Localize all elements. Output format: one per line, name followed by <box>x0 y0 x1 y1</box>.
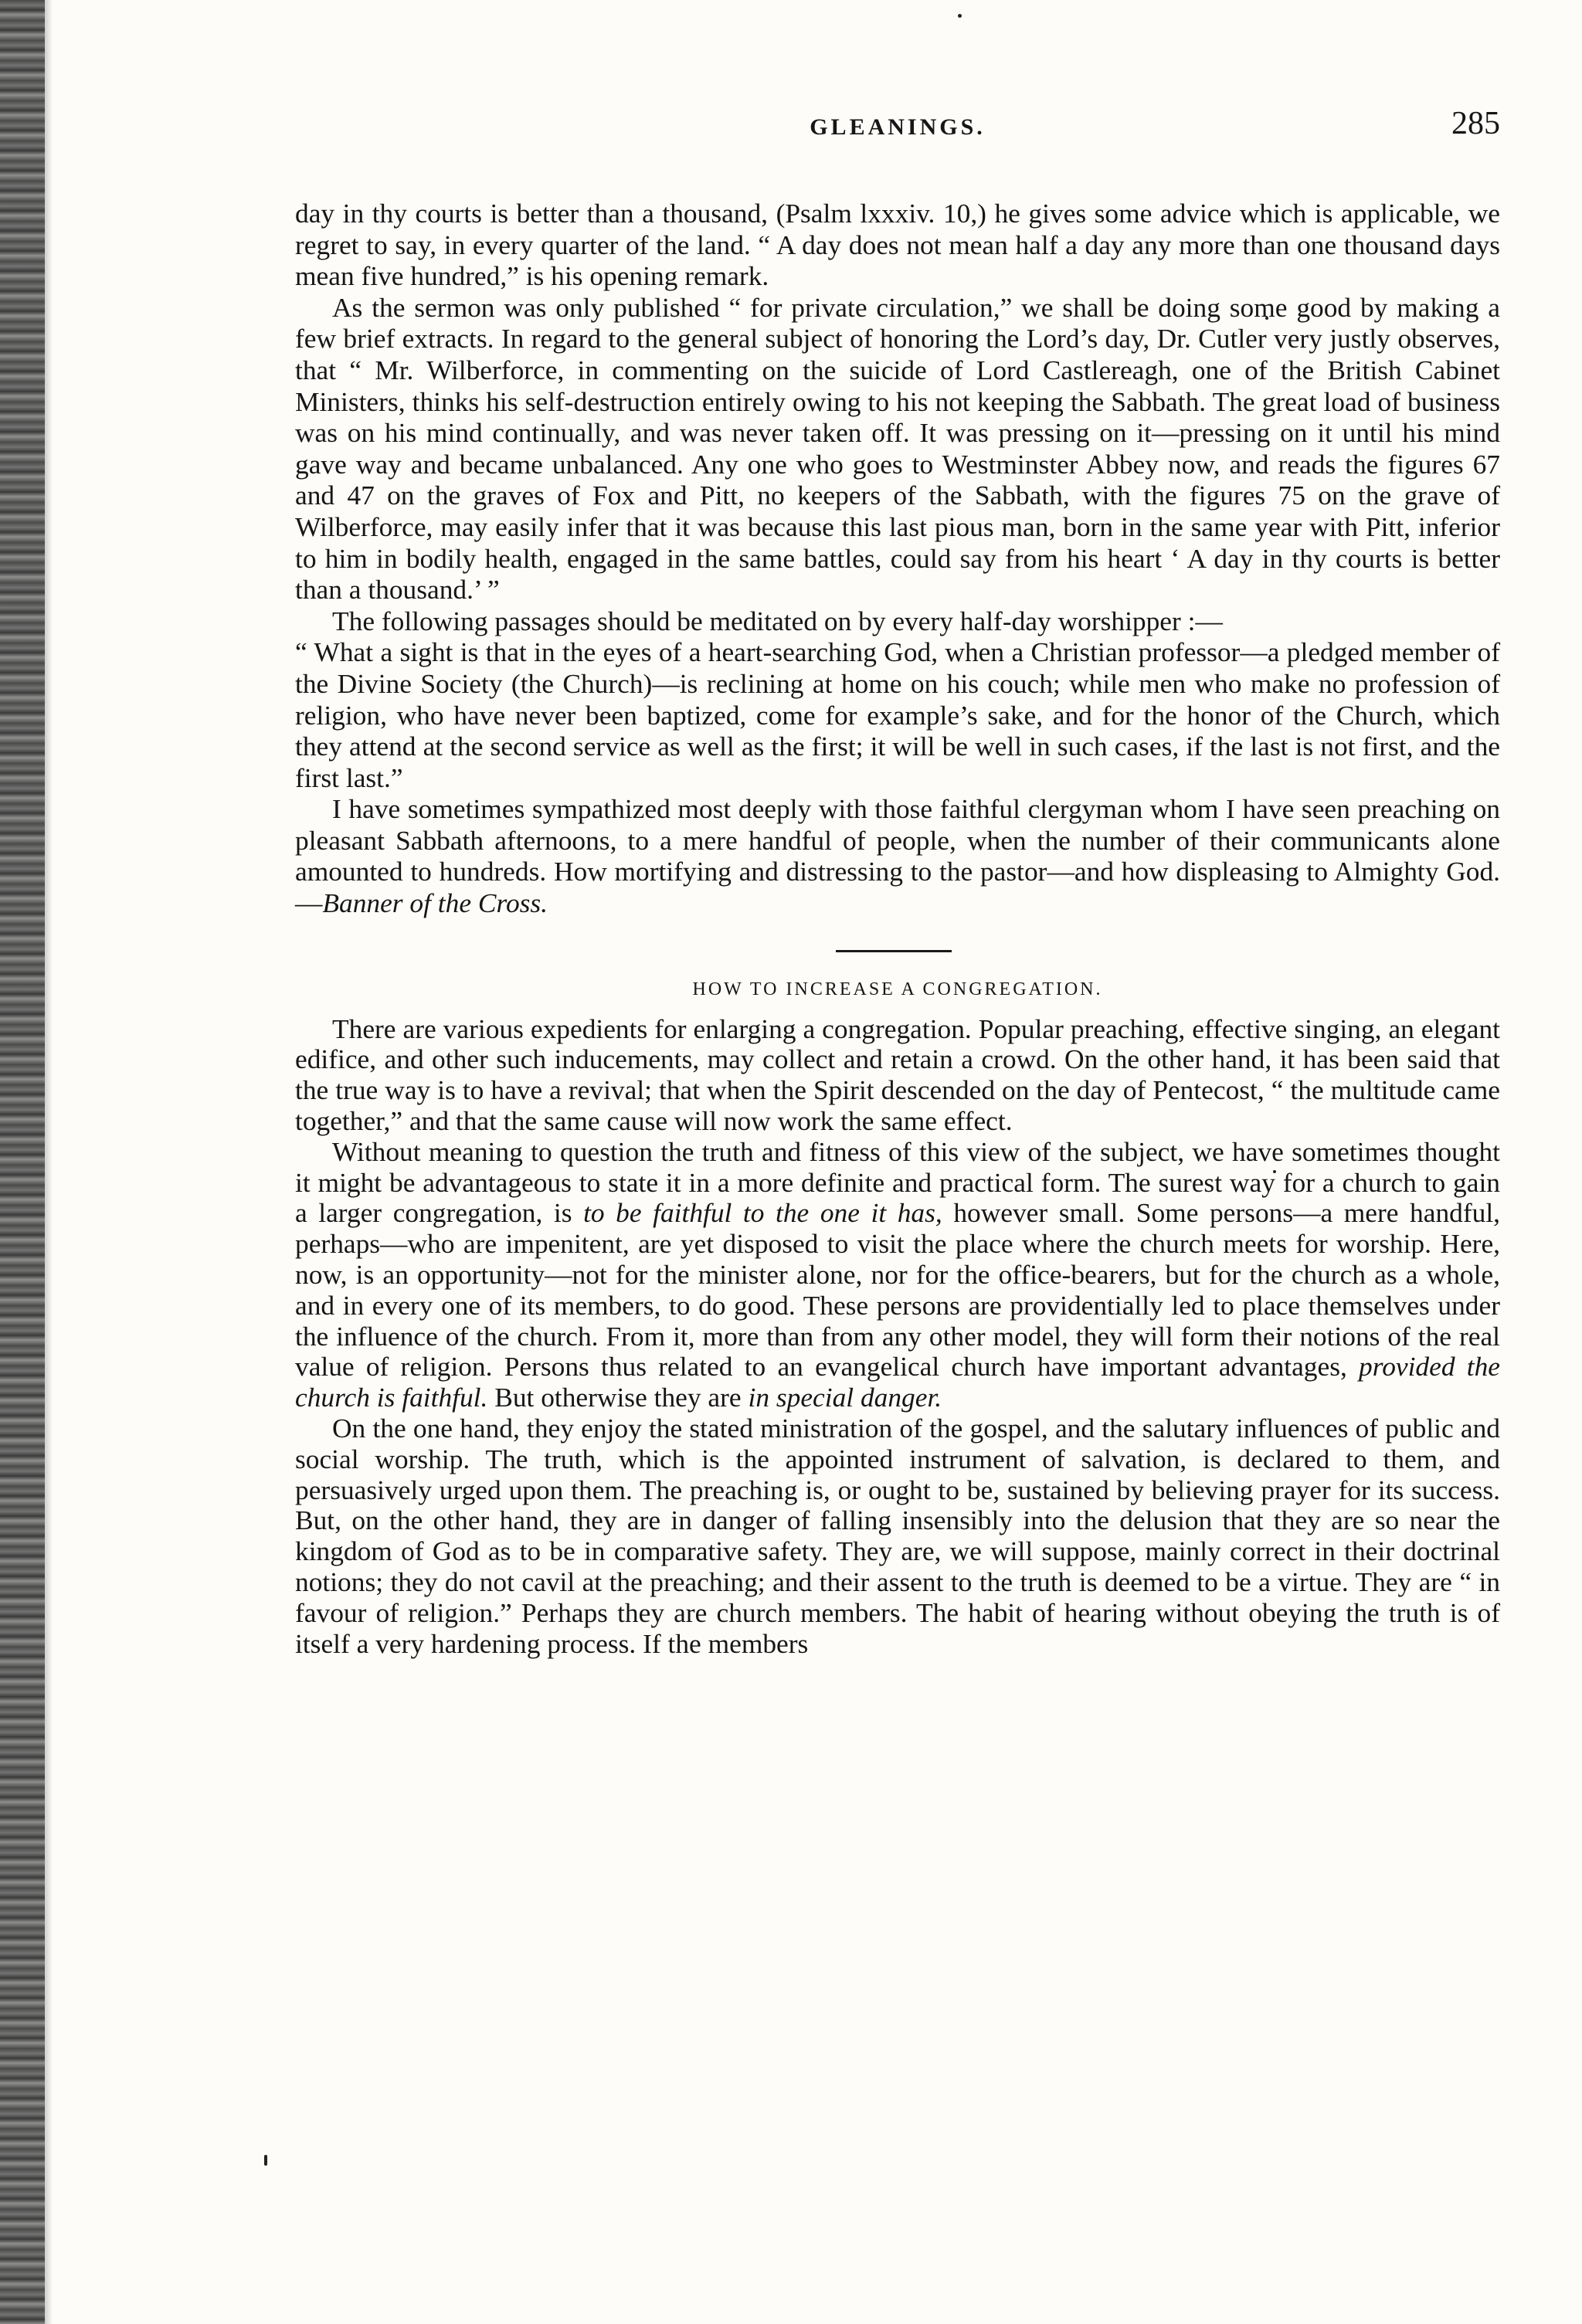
running-head <box>295 103 1500 161</box>
ink-speck <box>264 2155 267 2166</box>
paragraph: There are various expedients for enlarging a congregation. Popular preaching, effective singing, an elegant edifice, and other such inducements, may collect and retain a crowd. On the other hand, it has been said that the true way is to have a revival; that when the Spirit descended on the day of Pentecost, “ the multitude came together,” and that the same cause will now work the same effect. <box>295 1013 1500 1137</box>
paragraph: The following passages should be meditated on by every half-day worshipper :— <box>332 605 1223 636</box>
paragraph <box>295 1137 1500 1413</box>
page <box>295 103 1500 1659</box>
emphasis-text: provided the church is faithful. <box>295 1351 1500 1413</box>
emphasis-text: to be faithful to the one it has, <box>583 1197 942 1229</box>
paragraph-text: But otherwise they are <box>494 1382 742 1413</box>
paragraph-text: I have sometimes sympathized most deeply with those faithful clergyman whom I have seen preaching on pleasant Sabbath afternoons, to a mere handful of people, when the number of their communicants alone amounted to hundreds. How mortifying and distressing to the pastor—and how displeasing to Almighty God.— <box>295 793 1500 919</box>
paragraph: On the one hand, they enjoy the stated ministration of the gospel, and the salutary influences of public and social worship. The truth, which is the appointed instrument of salvation, is declared to them, and persuasively urged upon them. The preaching is, or ought to be, sustained by believing prayer for its success. But, on the other hand, they are in danger of falling insensibly into the delusion that they are so near the kingdom of God as to be in comparative safety. They are, we will suppose, mainly correct in their doctrinal notions; they do not cavil at the preaching; and their assent to the truth is deemed to be a virtue. They are “ in favour of religion.” Perhaps they are church members. The habit of hearing without obeying the truth is of itself a very hardening process. If the members <box>295 1413 1500 1659</box>
divider-rule <box>836 950 952 952</box>
paragraph-text: however small. Some persons—a mere handful, perhaps—who are impenitent, are yet disposed to visit the place where the church meets for worship. Here, now, is an opportunity—not for the minister alone, nor for the office-bearers, but for the church as a whole, and in every one of its members, to do good. These persons are providentially led to place themselves under the influence of the church. From it, more than from any other model, they will form their notions of the real value of religion. Persons thus related to an evangelical church have important advantages, <box>295 1197 1501 1383</box>
section-title: HOW TO INCREASE A CONGREGATION. <box>692 979 1103 999</box>
section-divider <box>295 919 1500 973</box>
ink-speck <box>958 14 962 18</box>
paragraph: day in thy courts is better than a thousand, (Psalm lxxxiv. 10,) he gives some advice which is applicable, we regret to say, in every quarter of the land. “ A day does not mean half a day any more than one thousand days mean five hundred,” is his opening remark. <box>295 198 1500 292</box>
paragraph-text: Without meaning to question the truth and fitness of this view of the subject, we have sometimes thought it might be advantageous to state it in a more definite and practical form. The surest way for a church to gain a larger congregation, is <box>295 1135 1500 1229</box>
quoted-passage: “ What a sight is that in the eyes of a heart-searching God, when a Christian professor—a pledged member of the Divine Society (the Church)—is reclining at home on his couch; while men who make no profession of religion, who have never been baptized, come for example’s sake, and for the honor of the Church, which they attend at the second service as well as the first; it will be well in such cases, if the last is not first, and the first last.” <box>295 636 1500 793</box>
source-citation: Banner of the Cross. <box>322 887 548 919</box>
emphasis-text: in special danger. <box>748 1382 942 1413</box>
binding-edge <box>0 0 45 2324</box>
page-number: 285 <box>1451 106 1500 141</box>
paragraph <box>295 793 1500 918</box>
paragraph: As the sermon was only published “ for private circulation,” we shall be doing some good by making a few brief extracts. In regard to the general subject of honoring the Lord’s day, Dr. Cutler very justly observes, that “ Mr. Wilberforce, in commenting on the suicide of Lord Castlereagh, one of the British Cabinet Ministers, thinks his self-destruction entirely owing to his not keeping the Sabbath. The great load of business was on his mind continually, and was never taken off. It was pressing on it—pressing on it until his mind gave way and became unbalanced. Any one who goes to Westminster Abbey now, and reads the figures 67 and 47 on the graves of Fox and Pitt, no keepers of the Sabbath, with the figures 75 on the grave of Wilberforce, may easily infer that it was because this last pious man, born in the same year with Pitt, inferior to him in bodily health, engaged in the same battles, could say from his heart ‘ A day in thy courts is better than a thousand.’ ” <box>295 291 1500 606</box>
running-title: GLEANINGS. <box>810 114 986 140</box>
article-sabbath-extracts <box>295 198 1500 919</box>
article-increase-congregation <box>295 1014 1500 1660</box>
